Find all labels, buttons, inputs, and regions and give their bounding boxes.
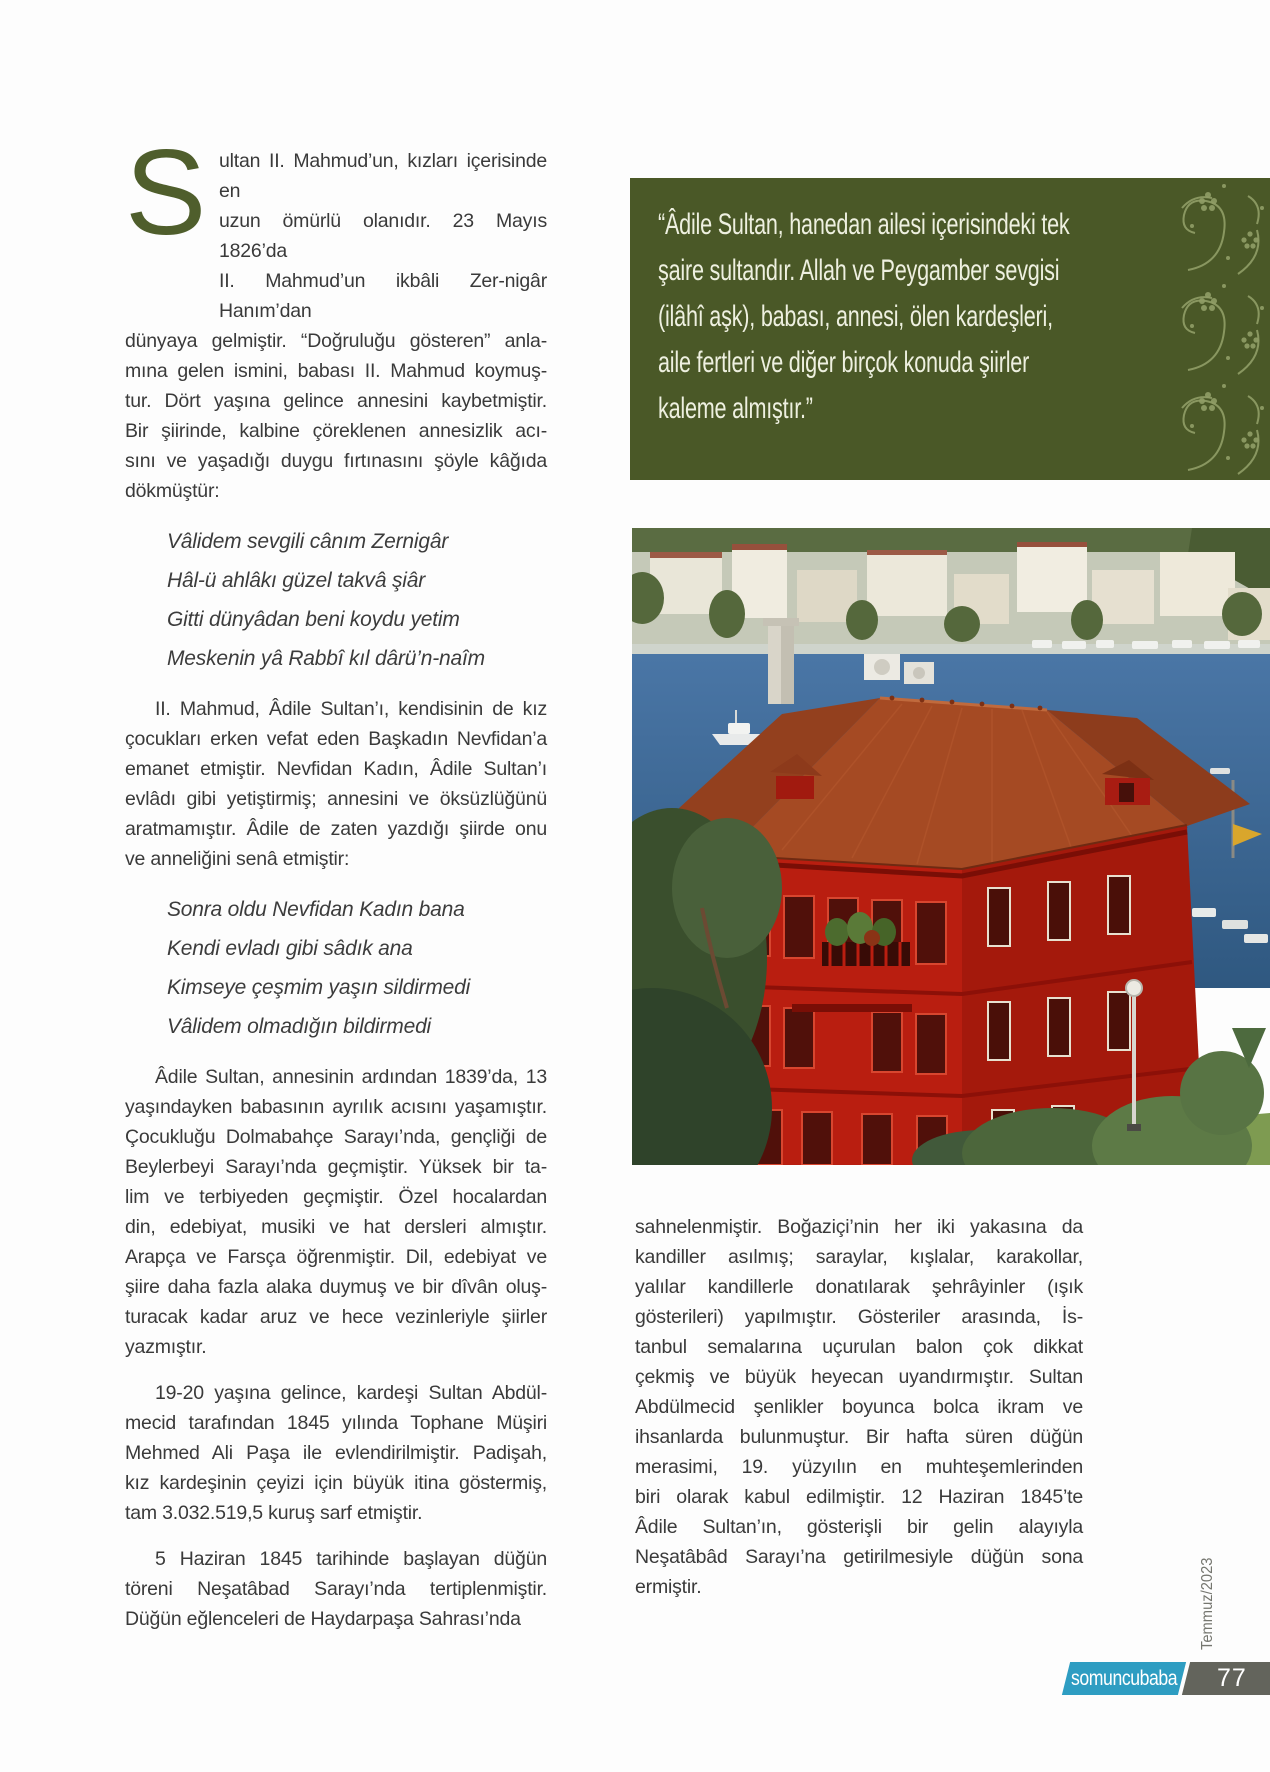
- text-line: Kimseye çeşmim yaşın sildirmedi: [167, 976, 471, 999]
- text-line: Çocukluğu Dolmabahçe Sarayı’nda, gençliği de: [125, 1126, 547, 1148]
- text-line: yalılar kandillerle donatılarak şehrâyinler (ışık: [635, 1276, 1083, 1298]
- pull-quote-box: [630, 178, 1270, 480]
- text-line: mına gelen ismini, babası II. Mahmud koymuş-: [125, 360, 547, 382]
- text-line: 19-20 yaşına gelince, kardeşi Sultan Abdül-: [155, 1382, 547, 1404]
- footer-brand-badge: [1062, 1662, 1186, 1695]
- text-line: Mehmed Ali Paşa ile evlendirilmiştir. Padişah,: [125, 1442, 547, 1464]
- text-line: Düğün eğlenceleri de Haydarpaşa Sahrası’nda: [125, 1608, 521, 1630]
- text-line: tur. Dört yaşına gelince annesini kaybetmiştir.: [125, 390, 547, 412]
- poem-2: [167, 890, 547, 1046]
- paragraph-2: [125, 694, 547, 874]
- text-line: ihsanlarda bulunmuştur. Bir hafta süren düğün: [635, 1426, 1083, 1448]
- footer-brand-label: somuncubaba: [1070, 1666, 1178, 1690]
- text-line: yazmıştır.: [125, 1336, 207, 1358]
- text-line: Âdile Sultan, annesinin ardından 1839’da, 13: [155, 1066, 547, 1088]
- text-line: Kendi evladı gibi sâdık ana: [167, 937, 413, 960]
- paragraph-5: [125, 1544, 547, 1634]
- text-line: kaleme almıştır.”: [658, 392, 813, 425]
- page-number: 77: [1217, 1664, 1247, 1692]
- dropcap-letter: S: [125, 124, 207, 260]
- text-line: sahnelenmiştir. Boğaziçi’nin her iki yakasına da: [635, 1216, 1083, 1238]
- footer-page-badge: [1182, 1662, 1270, 1695]
- text-line: Abdülmecid şenlikler boyunca bolca ikram ve: [635, 1396, 1083, 1418]
- text-line: tanbul semalarına uçurulan balon çok dikkat: [635, 1336, 1083, 1358]
- text-line: Sonra oldu Nevfidan Kadın bana: [167, 898, 465, 921]
- text-line: şaire sultandır. Allah ve Peygamber sevgisi: [658, 254, 1060, 287]
- text-line: merasimi, 19. yüzyılın en muhteşemlerinden: [635, 1456, 1083, 1478]
- floral-pattern-icon: [1178, 178, 1270, 480]
- text-line: mecid tarafından 1845 yılında Tophane Müşiri: [125, 1412, 547, 1434]
- text-line: töreni Neşatâbad Sarayı’nda tertiplenmiştir.: [125, 1578, 547, 1600]
- left-text-column: [125, 124, 547, 1650]
- text-line: “Âdile Sultan, hanedan ailesi içerisindeki tek: [658, 208, 1070, 241]
- paragraph-3: [125, 1062, 547, 1362]
- text-line: turacak kadar aruz ve hece vezinleriyle şiirler: [125, 1306, 547, 1328]
- text-line: Neşatâbâd Sarayı’na getirilmesiyle düğün sona: [635, 1546, 1083, 1568]
- text-line: ultan II. Mahmud’un, kızları içerisinde en: [219, 150, 547, 202]
- text-line: gösterileri) yapılmıştır. Gösteriler arasında, İs-: [635, 1306, 1083, 1328]
- text-line: yaşındayken babasının ayrılık acısını yaşamıştır.: [125, 1096, 547, 1118]
- text-line: Meskenin yâ Rabbî kıl dârü’n-naîm: [167, 647, 485, 670]
- issue-date-vertical: Temmuz/2023: [1199, 1557, 1216, 1650]
- paragraph-1-first-lines: [219, 146, 547, 326]
- text-line: sını ve yaşadığı duygu fırtınasını şöyle kâğıda: [125, 450, 547, 472]
- text-line: tam 3.032.519,5 kuruş sarf etmiştir.: [125, 1502, 423, 1524]
- paragraph-1: [125, 124, 547, 506]
- text-line: II. Mahmud, Âdile Sultan’ı, kendisinin de kız: [155, 698, 547, 720]
- text-line: Vâlidem sevgili cânım Zernigâr: [167, 530, 449, 553]
- paragraph-1-head: [125, 124, 547, 326]
- text-line: çocukları erken vefat eden Başkadın Nevfidan’a: [125, 728, 547, 750]
- text-line: (ilâhî aşk), babası, annesi, ölen kardeşleri,: [658, 300, 1053, 333]
- text-line: kız kardeşinin çeyizi için büyük itina göstermiş,: [125, 1472, 547, 1494]
- text-line: Beylerbeyi Sarayı’nda geçmiştir. Yüksek bir ta-: [125, 1156, 547, 1178]
- text-line: dökmüştür:: [125, 480, 220, 502]
- text-line: Vâlidem olmadığın bildirmedi: [167, 1015, 432, 1038]
- text-line: şiire daha fazla alaka duymuş ve bir dîvân oluş-: [125, 1276, 547, 1298]
- poem-1: [167, 522, 547, 678]
- text-line: biri olarak kabul edilmiştir. 12 Haziran 1845’te: [635, 1486, 1083, 1508]
- text-line: uzun ömürlü olanıdır. 23 Mayıs 1826’da: [219, 210, 547, 262]
- text-line: ermiştir.: [635, 1576, 702, 1598]
- moored-boats: [1032, 640, 1260, 649]
- paragraph-1-rest-lines: [125, 326, 547, 506]
- article-photo: [632, 528, 1270, 1165]
- text-line: aratmamıştır. Âdile de zaten yazdığı şiirde onu: [125, 818, 547, 840]
- text-line: din, edebiyat, musiki ve hat dersleri almıştır.: [125, 1216, 547, 1238]
- paragraph-6: [635, 1212, 1083, 1602]
- text-line: ve anneliğini senâ etmiştir:: [125, 848, 350, 870]
- text-line: Bir şiirinde, kalbine çöreklenen annesizlik acı-: [125, 420, 547, 442]
- pull-quote-text: [658, 202, 1148, 432]
- paragraph-4: [125, 1378, 547, 1528]
- text-line: emanet etmiştir. Nevfidan Kadın, Âdile Sultan’ı: [125, 758, 547, 780]
- text-line: lim ve terbiyeden geçmiştir. Özel hocalardan: [125, 1186, 547, 1208]
- text-line: 5 Haziran 1845 tarihinde başlayan düğün: [155, 1548, 547, 1570]
- text-line: Hâl-ü ahlâkı güzel takvâ şiâr: [167, 569, 425, 592]
- text-line: Âdile Sultan’ın, gösterişli bir gelin alayıyla: [635, 1516, 1083, 1538]
- text-line: çekmiş ve büyük heyecan uyandırmıştır. Sultan: [635, 1366, 1083, 1388]
- right-text-column: [635, 1212, 1083, 1618]
- text-line: II. Mahmud’un ikbâli Zer-nigâr Hanım’dan: [219, 270, 547, 322]
- text-line: aile fertleri ve diğer birçok konuda şiirler: [658, 346, 1030, 379]
- text-line: kandiller asılmış; saraylar, kışlalar, karakollar,: [635, 1246, 1083, 1268]
- text-line: dünyaya gelmiştir. “Doğruluğu gösteren” anla-: [125, 330, 547, 352]
- text-line: evlâdı gibi yetiştirmiş; annesini ve öksüzlüğünü: [125, 788, 547, 810]
- text-line: Gitti dünyâdan beni koydu yetim: [167, 608, 460, 631]
- text-line: Arapça ve Farsça öğrenmiştir. Dil, edebiyat ve: [125, 1246, 547, 1268]
